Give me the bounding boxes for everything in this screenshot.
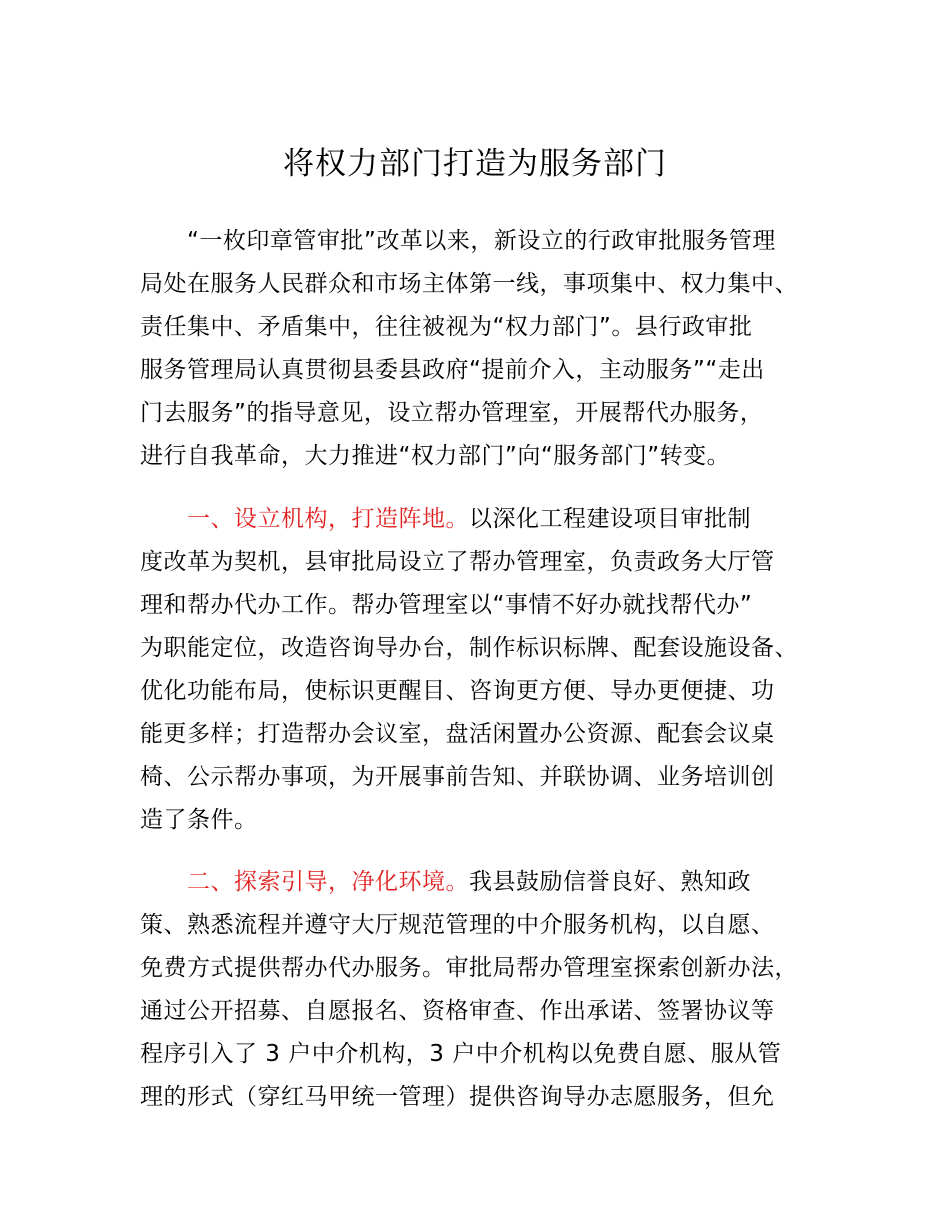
section2-line: 理的形式（穿红马甲统一管理）提供咨询导办志愿服务，但允 xyxy=(140,1084,775,1110)
section1-line: 造了条件。 xyxy=(140,807,258,833)
section2-line: 通过公开招募、自愿报名、资格审查、作出承诺、签署协议等 xyxy=(140,998,775,1024)
intro-line: 局处在服务人民群众和市场主体第一线，事项集中、权力集中、 xyxy=(140,271,798,297)
section1-line: 能更多样；打造帮办会议室，盘活闲置办公资源、配套会议桌 xyxy=(140,721,775,747)
intro-line: 服务管理局认真贯彻县委县政府“提前介入，主动服务”“走出 xyxy=(140,357,765,383)
section1-line: 为职能定位，改造咨询导办台，制作标识标牌、配套设施设备、 xyxy=(140,635,798,661)
section2-line: 免费方式提供帮办代办服务。审批局帮办管理室探索创新办法， xyxy=(140,955,798,981)
section1-heading: 一、设立机构，打造阵地。 xyxy=(187,506,469,532)
section1-line: 度改革为契机，县审批局设立了帮办管理室，负责政务大厅管 xyxy=(140,549,775,575)
section2-line: 程序引入了 3 户中介机构，3 户中介机构以免费自愿、服从管 xyxy=(140,1041,782,1067)
section1-line: 理和帮办代办工作。帮办管理室以“事情不好办就找帮代办” xyxy=(140,592,753,618)
document-title: 将权力部门打造为服务部门 xyxy=(283,146,667,182)
intro-line: 门去服务”的指导意见，设立帮办管理室，开展帮代办服务， xyxy=(140,400,764,426)
intro-line: 责任集中、矛盾集中，往往被视为“权力部门”。县行政审批 xyxy=(140,314,753,340)
section1-line: 椅、公示帮办事项，为开展事前告知、并联协调、业务培训创 xyxy=(140,764,775,790)
section2-first-line-text: 我县鼓励信誉良好、熟知政 xyxy=(469,869,751,895)
intro-line: “一枚印章管审批”改革以来，新设立的行政审批服务管理 xyxy=(187,228,776,254)
section1-line: 优化功能布局，使标识更醒目、咨询更方便、导办更便捷、功 xyxy=(140,678,775,704)
section2-heading: 二、探索引导，净化环境。 xyxy=(187,869,469,895)
section2-line: 策、熟悉流程并遵守大厅规范管理的中介服务机构，以自愿、 xyxy=(140,912,775,938)
section1-first-line-text: 以深化工程建设项目审批制 xyxy=(469,506,751,532)
section1-first-line xyxy=(187,504,751,534)
section2-first-line xyxy=(187,867,751,897)
intro-line: 进行自我革命，大力推进“权力部门”向“服务部门”转变。 xyxy=(140,443,731,469)
